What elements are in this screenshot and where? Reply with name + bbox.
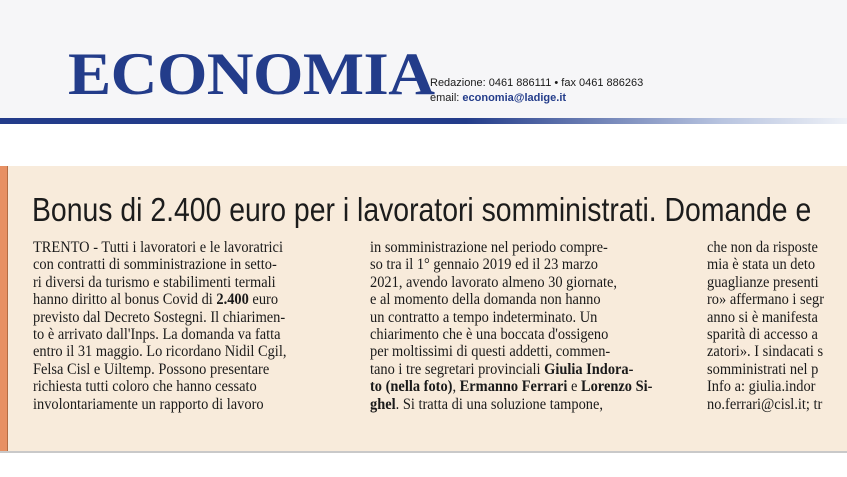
editorial-contacts	[430, 76, 643, 106]
article-column-2	[370, 239, 695, 413]
fax-number: fax 0461 886263	[561, 77, 644, 89]
text-line: TRENTO - Tutti i lavoratori e le lavoratrici	[33, 239, 283, 256]
text-run: hanno diritto al bonus Covid di	[33, 291, 217, 309]
text-run: . Si tratta di una soluzione tampone,	[395, 395, 604, 413]
text-line: Felsa Cisl e Uiltemp. Possono presentare	[33, 360, 270, 378]
text-line	[370, 378, 672, 395]
text-line: 2021, avendo lavorato almeno 30 giornate,	[370, 273, 617, 291]
text-line: e al momento della domanda non hanno	[370, 291, 601, 309]
bonus-amount: 2.400	[216, 291, 249, 309]
contact-phone-line	[430, 76, 643, 91]
page-bottom-margin	[0, 453, 847, 477]
text-line: Info a: giulia.indor	[707, 378, 816, 396]
text-line: sparità di accesso a	[707, 325, 818, 343]
text-line: mia è stata un deto	[707, 256, 816, 274]
text-line: per moltissimi di questi addetti, commen-	[370, 343, 611, 361]
section-title: ECONOMIA	[68, 41, 435, 107]
email-address: economia@ladige.it	[462, 92, 567, 104]
text-line: somministrati nel p	[707, 360, 819, 378]
text-line	[370, 396, 672, 413]
section-masthead	[0, 0, 847, 118]
text-line: zatori». I sindacati s	[707, 343, 824, 361]
text-run: euro	[248, 291, 279, 309]
text-line: ri diversi da turismo e stabilimenti termali	[33, 273, 276, 291]
text-run: ,	[452, 378, 460, 396]
text-line: no.ferrari@cisl.it; tr	[707, 395, 823, 413]
person-name: Lorenzo Si-	[580, 378, 653, 396]
text-line	[33, 291, 331, 308]
article-headline: Bonus di 2.400 euro per i lavoratori somministrati. Domande e	[32, 191, 812, 228]
text-line: guaglianze presenti	[707, 273, 819, 291]
contact-email-line	[430, 91, 643, 106]
person-name: to (nella foto)	[370, 378, 453, 396]
person-name: Ermanno Ferrari	[459, 378, 568, 396]
text-line: in somministrazione nel periodo compre-	[370, 239, 608, 256]
text-line: so tra il 1° gennaio 2019 ed il 23 marzo	[370, 256, 598, 274]
article-column-1	[33, 239, 353, 413]
person-name: Giulia Indora-	[544, 360, 634, 378]
text-line: ro» affermano i segr	[707, 291, 825, 309]
text-line: entro il 31 maggio. Lo ricordano Nidil Cgil,	[33, 343, 287, 361]
text-line: un contratto a tempo indeterminato. Un	[370, 308, 598, 326]
email-label: email:	[430, 92, 463, 104]
article-column-3	[707, 239, 847, 413]
person-name: ghel	[370, 395, 396, 413]
phone-number: 0461 886111	[488, 77, 552, 89]
text-line: involontariamente un rapporto di lavoro	[33, 395, 264, 413]
text-line: chiarimento che è una boccata d'ossigeno	[370, 325, 609, 343]
text-line: che non da risposte	[707, 239, 818, 256]
page-gap	[0, 124, 847, 166]
text-line: previsto dal Decreto Sostegni. Il chiarimen-	[33, 308, 286, 326]
article-box	[0, 166, 847, 451]
text-line: anno si è manifesta	[707, 308, 818, 326]
text-run: tano i tre segretari provinciali	[370, 360, 545, 378]
text-line	[370, 361, 672, 378]
text-run: e	[567, 378, 581, 396]
photo-edge-strip	[0, 166, 8, 451]
text-line: to è arrivato dall'Inps. La domanda va fatta	[33, 325, 281, 343]
text-line: con contratti di somministrazione in setto-	[33, 256, 277, 274]
redazione-label: Redazione:	[430, 77, 489, 89]
text-line: richiesta tutti coloro che hanno cessato	[33, 378, 257, 396]
contact-separator: •	[551, 77, 562, 89]
